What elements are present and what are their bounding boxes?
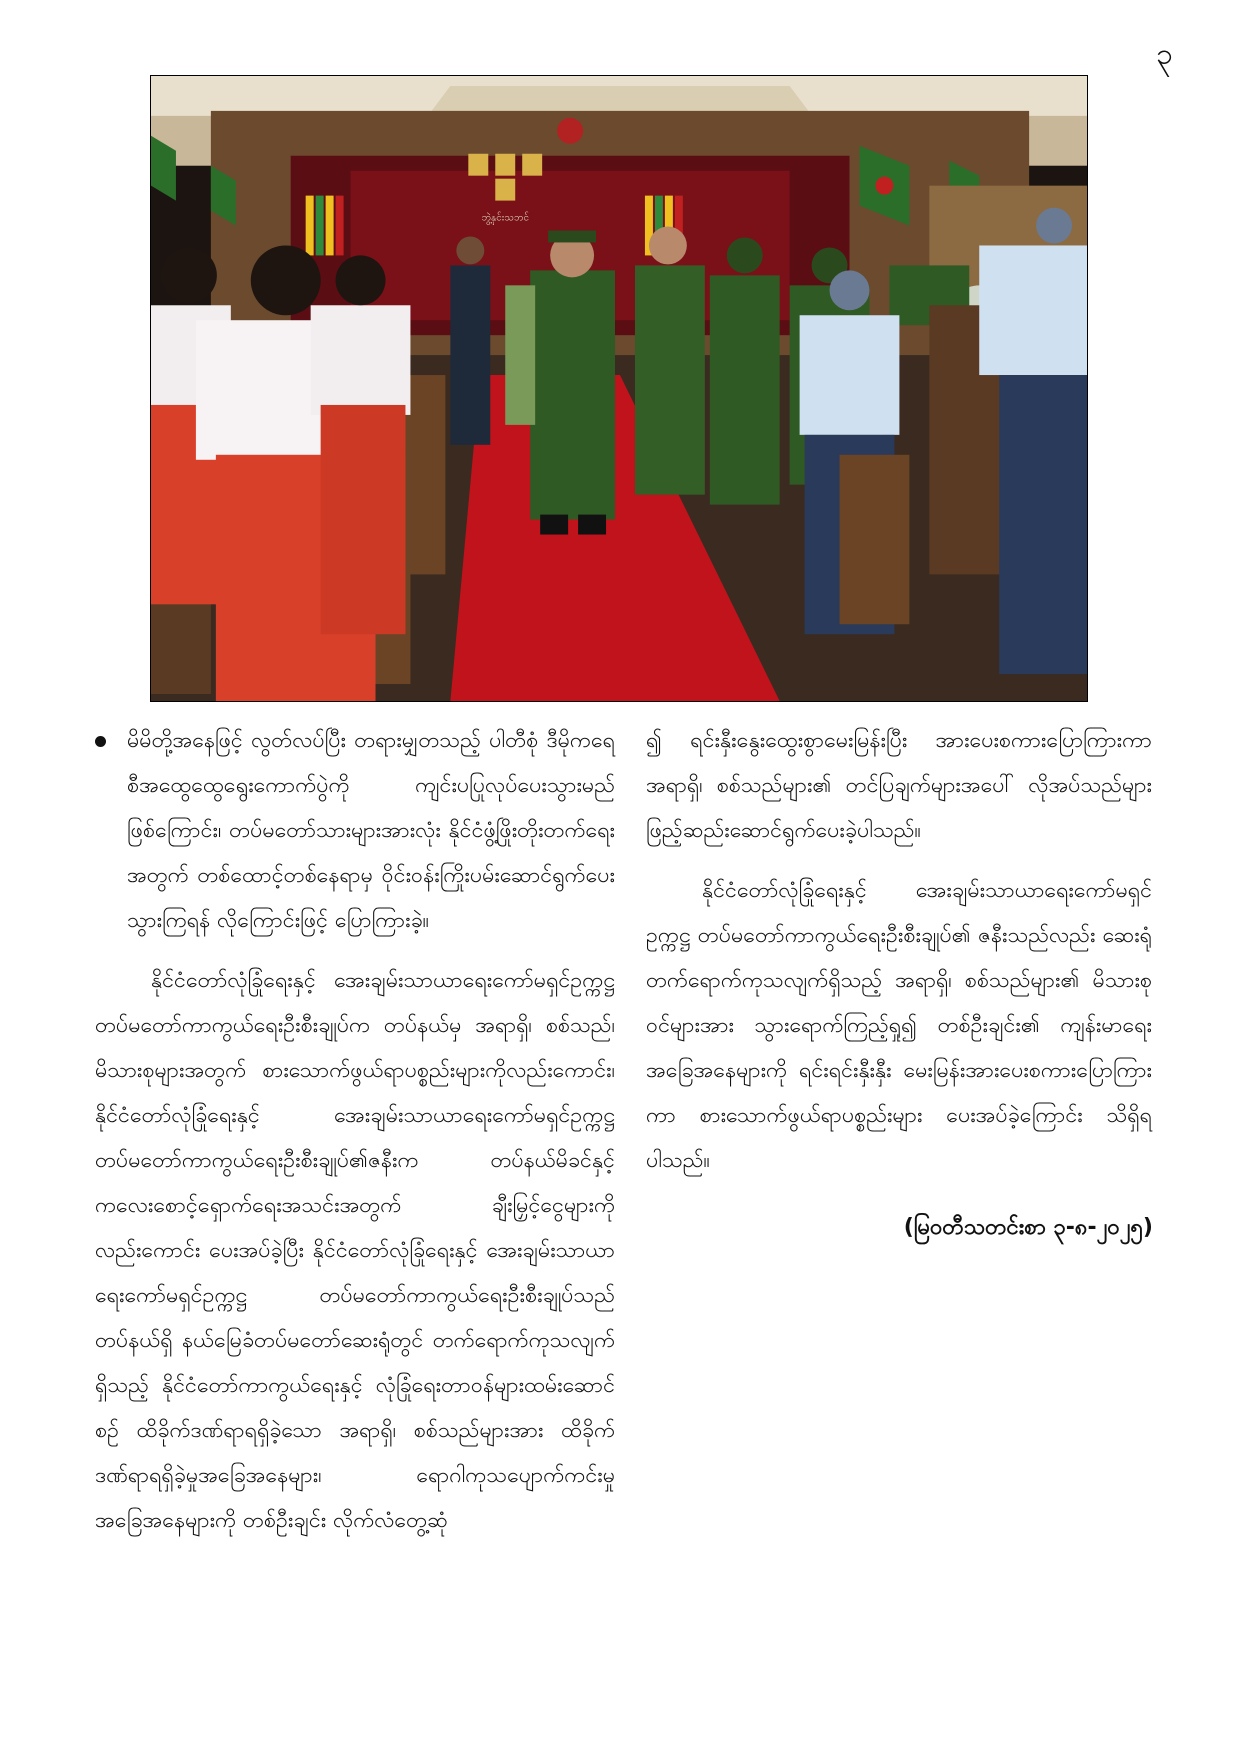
article-right-column: [646, 718, 1152, 1183]
stage-sign: ဘွဲ့နှင်းသဘင်: [481, 212, 530, 224]
page-number: ၃: [1156, 37, 1173, 72]
right-paragraph-1: ၍ ရင်းနှီးနွေးထွေးစွာမေးမြန်းပြီး အားပေးစကားပြောကြားကာ အရာရှိ၊ စစ်သည်များ၏ တင်ပြချက်များအပေါ် လိုအပ်သည်များ ဖြည့်ဆည်းဆောင်ရွက်ပေးခဲ့ပါသည်။: [646, 728, 1152, 843]
general-uniform: [530, 270, 615, 519]
ceremony-hall-photo: [151, 76, 1087, 701]
bullet-icon: [95, 736, 106, 747]
news-photo: [150, 75, 1088, 702]
left-paragraph-2: နိုင်ငံတော်လုံခြုံရေးနှင့် အေးချမ်းသာယာရေးကော်မရှင်ဥက္ကဋ္ဌ တပ်မတော်ကာကွယ်ရေးဦးစီးချုပ်က တပ်နယ်မှ အရာရှိ၊ စစ်သည်၊ မိသားစုများအတွက် စားသောက်ဖွယ်ရာပစ္စည်းများကိုလည်းကောင်း၊ နိုင်ငံတော်လုံခြုံရေးနှင့် အေးချမ်းသာယာရေးကော်မရှင်ဥက္ကဋ္ဌ တပ်မတော်ကာကွယ်ရေးဦးစီးချုပ်၏ဇနီးက တပ်နယ်မိခင်နှင့် ကလေးစောင့်ရှောက်ရေးအသင်းအတွက် ချီးမြှင့်ငွေများကိုလည်းကောင်း ပေးအပ်ခဲ့ပြီး နိုင်ငံတော်လုံခြုံရေးနှင့် အေးချမ်းသာယာရေးကော်မရှင်ဥက္ကဋ္ဌ တပ်မတော်ကာကွယ်ရေးဦးစီးချုပ်သည် တပ်နယ်ရှိ နယ်မြေခံတပ်မတော်ဆေးရုံတွင် တက်ရောက်ကုသလျက်ရှိသည့် နိုင်ငံတော်ကာကွယ်ရေးနှင့် လုံခြုံရေးတာဝန်များထမ်းဆောင်စဉ် ထိခိုက်ဒဏ်ရာရရှိခဲ့သော အရာရှိ၊ စစ်သည်များအား ထိခိုက်ဒဏ်ရာရရှိခဲ့မှုအခြေအနေများ၊ ရောဂါကုသပျောက်ကင်းမှုအခြေအနေများကို တစ်ဦးချင်း လိုက်လံတွေ့ဆုံ: [95, 968, 615, 1533]
bullet-paragraph-text: မိမိတို့အနေဖြင့် လွတ်လပ်ပြီး တရားမျှတသည့် ပါတီစုံ ဒီမိုကရေစီအထွေထွေရွေးကောက်ပွဲကို ကျင်းပပြုလုပ်ပေးသွားမည်ဖြစ်ကြောင်း၊ တပ်မတော်သားများအားလုံး နိုင်ငံဖွံ့ဖြိုးတိုးတက်ရေးအတွက် တစ်ထောင့်တစ်နေရာမှ ဝိုင်းဝန်းကြိုးပမ်းဆောင်ရွက်ပေးသွားကြရန် လိုကြောင်းဖြင့် ပြောကြားခဲ့။: [127, 728, 615, 933]
article-left-column: [95, 718, 615, 1543]
source-citation: (မြဝတီသတင်းစာ ၃-၈-၂၀၂၅): [903, 1215, 1153, 1240]
airman-shirt: [800, 315, 900, 435]
bullet-paragraph: [95, 718, 615, 943]
right-paragraph-2: နိုင်ငံတော်လုံခြုံရေးနှင့် အေးချမ်းသာယာရေးကော်မရှင်ဥက္ကဋ္ဌ တပ်မတော်ကာကွယ်ရေးဦးစီးချုပ်၏ ဇနီးသည်လည်း ဆေးရုံတက်ရောက်ကုသလျက်ရှိသည့် အရာရှိ၊ စစ်သည်များ၏ မိသားစုဝင်များအား သွားရောက်ကြည့်ရှု၍ တစ်ဦးချင်း၏ ကျန်းမာရေးအခြေအနေများကို ရင်းရင်းနှီးနှီး မေးမြန်းအားပေးစကားပြောကြားကာ စားသောက်ဖွယ်ရာပစ္စည်းများ ပေးအပ်ခဲ့ကြောင်း သိရှိရပါသည်။: [646, 878, 1152, 1173]
